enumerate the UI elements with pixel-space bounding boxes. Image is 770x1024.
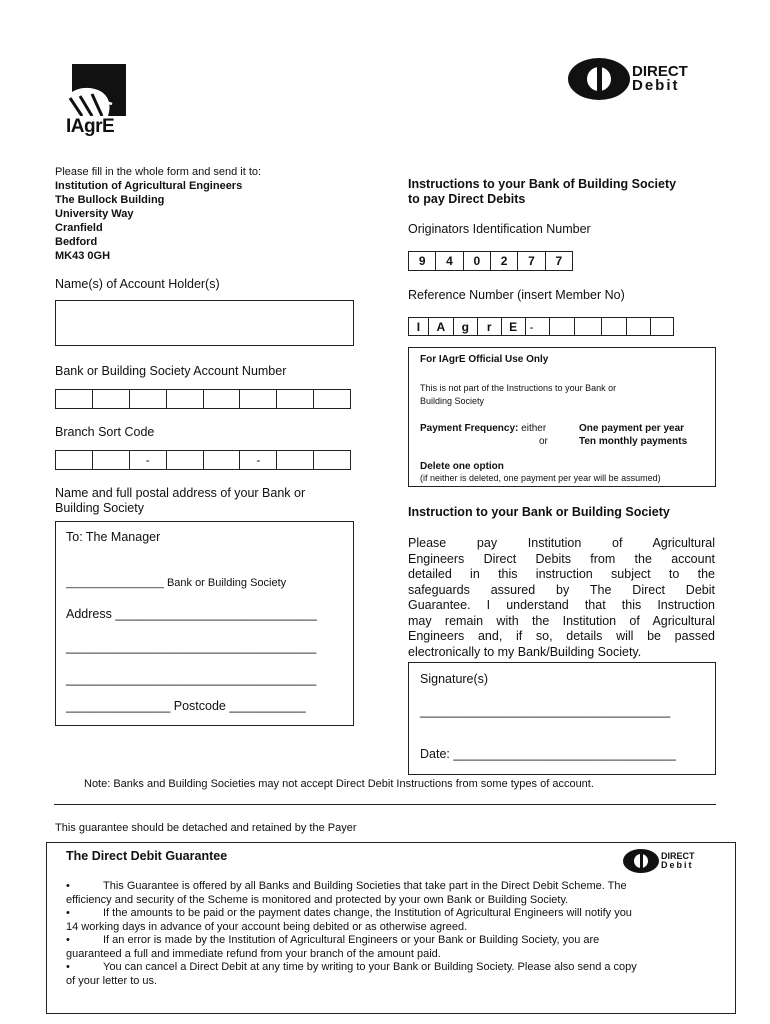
account-number-cell[interactable]	[204, 390, 241, 408]
sort-code-grid[interactable]	[55, 450, 351, 470]
sort-code-cell[interactable]	[56, 451, 93, 469]
instruction-line: detailed in this instruction subject to the	[408, 567, 715, 581]
direct-debit-small-line1: DIRECT	[661, 851, 695, 862]
reference-number-grid[interactable]	[408, 317, 674, 336]
sort-code-label: Branch Sort Code	[55, 425, 155, 439]
sort-code-cell[interactable]	[314, 451, 351, 469]
detach-line	[54, 804, 716, 805]
bank-address-label	[55, 486, 305, 516]
account-number-cell[interactable]	[240, 390, 277, 408]
sort-code-cell[interactable]	[204, 451, 241, 469]
instructions-title-line2: to pay Direct Debits	[408, 192, 526, 206]
guarantee-item	[66, 934, 736, 961]
official-use-title: For IAgrE Official Use Only	[420, 354, 549, 365]
originator-digit: 2	[491, 252, 518, 270]
instruction-paragraph	[408, 536, 715, 660]
guarantee-item-line2: 14 working days in advance of your account being debited or as otherwise agreed.	[66, 920, 468, 933]
address-blank-line[interactable]: ____________________________________	[66, 672, 317, 686]
signature-label: Signature(s)	[420, 672, 489, 686]
direct-debit-logo	[568, 58, 688, 100]
guarantee-item-line1: You can cancel a Direct Debit at any time by writing to your Bank or Building Society. Please also send a copy	[103, 961, 637, 973]
direct-debit-logo-line1: DIRECT	[632, 62, 688, 80]
signature-box[interactable]	[408, 662, 716, 775]
sort-code-cell[interactable]	[277, 451, 314, 469]
originator-label: Originators Identification Number	[408, 222, 591, 236]
sort-code-cell[interactable]	[93, 451, 130, 469]
reference-cell[interactable]	[575, 318, 602, 335]
guarantee-item	[66, 907, 736, 934]
reference-label: Reference Number (insert Member No)	[408, 288, 625, 302]
guarantee-item	[66, 961, 736, 988]
send-to-block	[55, 165, 355, 263]
address-line: Bedford	[55, 236, 98, 248]
originator-digit: 0	[464, 252, 491, 270]
reference-cell: A	[429, 318, 454, 335]
guarantee-list	[66, 880, 736, 988]
official-use-note-line1: This is not part of the Instructions to your Bank or	[420, 383, 617, 393]
address-blank-line[interactable]: ____________________________________	[66, 640, 317, 654]
account-number-cell[interactable]	[167, 390, 204, 408]
direct-debit-logo-small	[623, 849, 695, 873]
payment-frequency-either: either	[521, 423, 547, 434]
iagre-wordmark: IAgrE	[66, 116, 115, 137]
account-number-cell[interactable]	[93, 390, 130, 408]
reference-cell[interactable]	[602, 318, 627, 335]
guarantee-box	[46, 842, 736, 1014]
account-number-cell[interactable]	[56, 390, 93, 408]
originator-digit: 9	[409, 252, 436, 270]
account-holder-label: Name(s) of Account Holder(s)	[55, 277, 220, 291]
account-number-cell[interactable]	[277, 390, 314, 408]
direct-debit-emblem-icon	[568, 58, 630, 100]
address-line: University Way	[55, 208, 134, 220]
official-use-note-line2: Building Society	[420, 395, 485, 406]
reference-cell: -	[526, 318, 551, 335]
payment-option-monthly[interactable]: Ten monthly payments	[579, 435, 688, 447]
instruction-line: Engineers Direct Debits from the account	[408, 551, 715, 566]
instruction-line: safeguards assured by The Direct Debit	[408, 582, 715, 597]
send-to-intro: Please fill in the whole form and send it to:	[55, 166, 262, 178]
bank-address-label-line1: Name and full postal address of your Bank or	[55, 486, 306, 500]
instruction-line: may remain with the Institution of Agricultural	[408, 613, 715, 628]
bullet-icon: •	[66, 880, 70, 892]
guarantee-item-line1: This Guarantee is offered by all Banks and Building Societies that take part in the Direct Debit Scheme. The	[103, 880, 627, 892]
account-holder-field[interactable]	[55, 300, 354, 346]
bullet-icon: •	[66, 907, 70, 919]
instruction-line: electronically to my Bank/Building Society.	[408, 644, 642, 659]
signature-line[interactable]: ____________________________________	[420, 704, 671, 718]
reference-cell: E	[502, 318, 526, 335]
reference-cell[interactable]	[550, 318, 575, 335]
instruction-line: Please pay Institution of Agricultural	[408, 536, 715, 550]
payment-option-annual[interactable]: One payment per year	[579, 423, 685, 434]
official-use-box	[408, 347, 716, 487]
instruction-heading: Instruction to your Bank or Building Society	[408, 505, 670, 519]
bank-acceptance-note: Note: Banks and Building Societies may not accept Direct Debit Instructions from some types of account.	[84, 778, 594, 790]
payment-frequency-or: or	[539, 436, 548, 447]
account-number-grid[interactable]	[55, 389, 351, 409]
reference-cell: I	[409, 318, 429, 335]
direct-debit-small-line2: Debit	[661, 860, 694, 870]
originator-id-grid	[408, 251, 573, 271]
delete-option-note: (if neither is deleted, one payment per year will be assumed)	[420, 473, 661, 483]
reference-cell: g	[454, 318, 478, 335]
originator-digit: 7	[546, 252, 573, 270]
sort-code-cell[interactable]	[167, 451, 204, 469]
delete-option-label: Delete one option	[420, 461, 504, 472]
payment-frequency-label: Payment Frequency:	[420, 423, 519, 434]
address-line: MK43 0GH	[55, 250, 111, 262]
bank-name-line[interactable]: ________________ Bank or Building Society	[66, 577, 287, 589]
instructions-title	[408, 177, 676, 207]
instruction-line: Engineers and, if so, details will be passed	[408, 629, 715, 643]
sort-code-separator: -	[240, 451, 277, 469]
sort-code-separator: -	[130, 451, 167, 469]
account-number-label: Bank or Building Society Account Number	[55, 364, 287, 378]
address-line: The Bullock Building	[55, 194, 165, 206]
guarantee-item-line1: If an error is made by the Institution of Agricultural Engineers or your Bank or Building Society, you are	[103, 934, 600, 946]
guarantee-title: The Direct Debit Guarantee	[66, 849, 228, 863]
instruction-line: Guarantee. I understand that this Instruction	[408, 598, 715, 612]
guarantee-item-line1: If the amounts to be paid or the payment dates change, the Institution of Agricultural Engineers will notify you	[103, 907, 632, 919]
originator-digit: 7	[518, 252, 545, 270]
address-line: Cranfield	[55, 222, 103, 234]
bank-address-box[interactable]	[55, 521, 354, 726]
official-use-note	[420, 382, 616, 407]
bank-address-label-line2: Building Society	[55, 501, 144, 515]
date-line[interactable]: Date: ________________________________	[420, 747, 676, 761]
address-line-field[interactable]: Address _____________________________	[66, 607, 317, 621]
direct-debit-emblem-small-icon	[623, 849, 659, 873]
bullet-icon: •	[66, 961, 70, 973]
bullet-icon: •	[66, 934, 70, 946]
guarantee-item-line2: of your letter to us.	[66, 974, 158, 987]
guarantee-item	[66, 880, 736, 907]
postcode-line[interactable]: _______________ Postcode ___________	[66, 699, 306, 713]
direct-debit-logo-line2: Debit	[632, 77, 680, 94]
account-number-cell[interactable]	[130, 390, 167, 408]
reference-cell: r	[478, 318, 502, 335]
guarantee-item-line2: guaranteed a full and immediate refund from your branch of the amount paid.	[66, 947, 441, 960]
to-manager-label: To: The Manager	[66, 530, 161, 544]
instructions-title-line1: Instructions to your Bank of Building Society	[408, 177, 677, 191]
iagre-logo	[66, 64, 130, 140]
payment-frequency	[420, 423, 546, 436]
iagre-field-logo-icon	[68, 64, 126, 116]
account-number-cell[interactable]	[314, 390, 351, 408]
reference-cell[interactable]	[627, 318, 651, 335]
payment-options	[579, 423, 687, 448]
guarantee-item-line2: efficiency and security of the Scheme is monitored and protected by your own Bank or Building Society.	[66, 893, 569, 906]
address-line: Institution of Agricultural Engineers	[55, 180, 243, 192]
reference-cell[interactable]	[651, 318, 674, 335]
detach-note: This guarantee should be detached and retained by the Payer	[55, 822, 357, 834]
originator-digit: 4	[436, 252, 463, 270]
